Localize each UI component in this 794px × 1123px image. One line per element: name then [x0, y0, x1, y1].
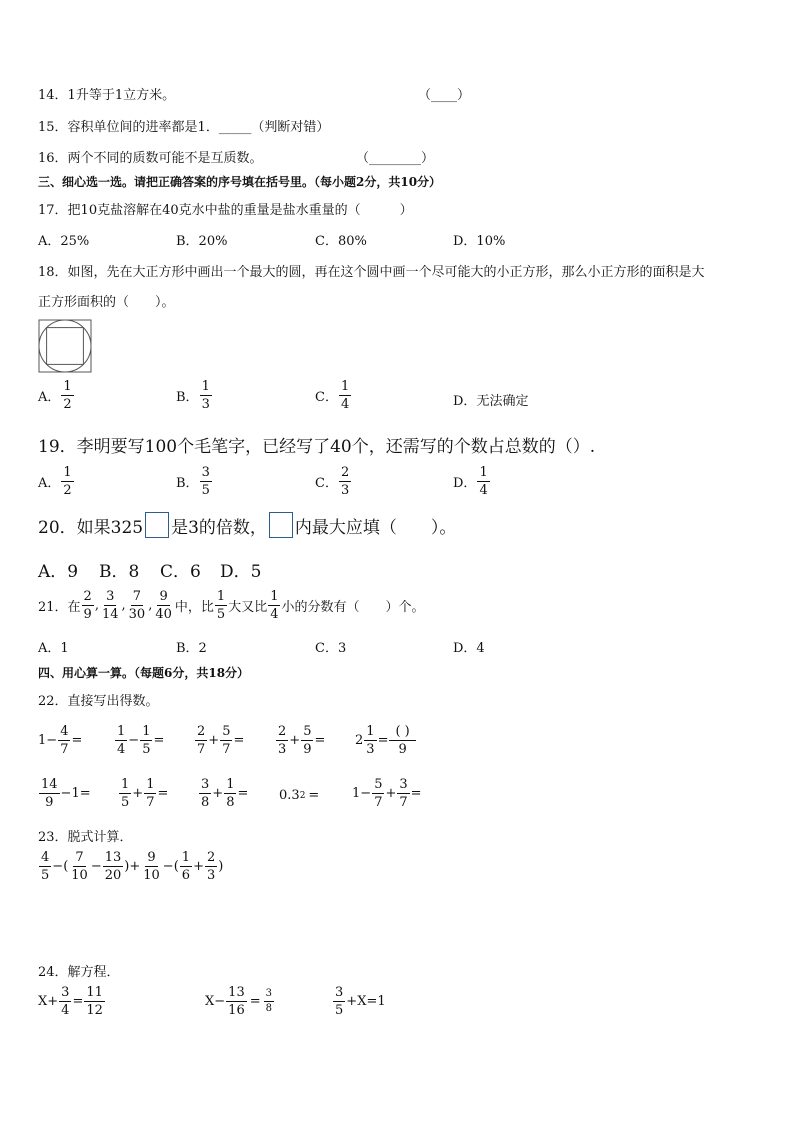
q22-expr-6: $\frac{14}{9}$ − 1 = [41, 777, 91, 810]
q20-option-c[interactable]: C．6 [160, 562, 201, 582]
answer-box[interactable] [269, 512, 293, 538]
q18-option-b[interactable]: B． $\frac{1}{3}$ [176, 379, 210, 412]
q24-equation-3: $\frac{3}{5}$ + X = 1 [335, 985, 386, 1018]
q18-option-c[interactable]: C． $\frac{1}{4}$ [315, 379, 350, 412]
q17-option-b[interactable]: B．20% [176, 234, 228, 249]
q22-title: 22．直接写出得数。 [38, 694, 159, 709]
q22-expr-1: 1 − $\frac{4}{7}$ = [38, 724, 83, 757]
q21-option-b[interactable]: B．2 [176, 641, 207, 656]
q19-option-a[interactable]: A． $\frac{1}{2}$ [38, 465, 72, 498]
q23-expression: $\frac{4}{5}$ − ( $\frac{7}{10}$ − $\frac{13}{20}$ ) + $\frac{9}{10}$ − ( $\frac{1}{6}$ + $\frac{2}{3}$ ) [41, 850, 224, 883]
q14-blank[interactable]: （____） [418, 88, 471, 103]
q22-expr-3: $\frac{2}{7}$ + $\frac{5}{7}$ = [197, 724, 245, 757]
q21-option-c[interactable]: C．3 [315, 641, 347, 656]
q19-option-d[interactable]: D． $\frac{1}{4}$ [453, 465, 488, 498]
q16-text: 16．两个不同的质数可能不是互质数。 [38, 151, 263, 166]
q23-title: 23．脱式计算． [38, 830, 133, 845]
q14-text: 14．1升等于1立方米。 [38, 88, 176, 103]
q19-text: 19．李明要写100个毛笔字，已经写了40个，还需写的个数占总数的（）. [38, 437, 596, 457]
q24-equation-2: X − $\frac{13}{16}$ = $\frac{3}{8}$ [205, 985, 272, 1018]
q22-expr-2: $\frac{1}{4}$ − $\frac{1}{5}$ = [117, 724, 165, 757]
answer-box[interactable] [145, 512, 169, 538]
q21-text: 21．在 $\frac{2}{9}$ , $\frac{3}{14}$ , $\frac{7}{30}$ , $\frac{9}{40}$ 中，比 $\frac{1}{5}$ 大又比 $\frac{1}{4}$ 小的分数有（ ）个。 [38, 589, 425, 622]
q17-option-c[interactable]: C．80% [315, 234, 367, 249]
q24-equation-1: X + $\frac{3}{4}$ = $\frac{11}{12}$ [38, 985, 103, 1018]
q24-title: 24．解方程． [38, 965, 120, 980]
q21-option-a[interactable]: A．1 [38, 641, 69, 656]
q22-expr-8: $\frac{3}{8}$ + $\frac{1}{8}$ = [201, 777, 249, 810]
q17-option-d[interactable]: D．10% [453, 234, 506, 249]
q22-expr-4: $\frac{2}{3}$ + $\frac{5}{9}$ = [278, 724, 326, 757]
q18-option-d[interactable]: D． 无法确定 [453, 394, 529, 409]
q22-expr-10: 1 − $\frac{5}{7}$ + $\frac{3}{7}$ = [352, 777, 422, 810]
q20-option-d[interactable]: D．5 [220, 562, 262, 582]
q22-expr-7: $\frac{1}{5}$ + $\frac{1}{7}$ = [121, 777, 169, 810]
q18-text-line2: 正方形面积的（ ）。 [38, 295, 175, 310]
q20-option-a[interactable]: A．9 [38, 562, 79, 582]
q20-option-b[interactable]: B．8 [99, 562, 140, 582]
section-3-title: 三、细心选一选。请把正确答案的序号填在括号里。（每小题2分，共10分） [38, 175, 442, 189]
q19-option-b[interactable]: B． $\frac{3}{5}$ [176, 465, 210, 498]
q19-option-c[interactable]: C． $\frac{2}{3}$ [315, 465, 350, 498]
q15-text: 15．容积单位间的进率都是1．_____（判断对错） [38, 120, 330, 135]
q18-text-line1: 18．如图，先在大正方形中画出一个最大的圆，再在这个圆中画一个尽可能大的小正方形，那么小正方形的面积是大 [38, 265, 705, 280]
q18-option-a[interactable]: A． $\frac{1}{2}$ [38, 379, 72, 412]
q22-expr-5: 2 $\frac{1}{3}$ = $\frac{( )}{9}$ [355, 725, 417, 756]
q17-text: 17．把10克盐溶解在40克水中盐的重量是盐水重量的（ ） [38, 203, 413, 218]
q17-option-a[interactable]: A．25% [38, 234, 90, 249]
section-4-title: 四、用心算一算。（每题6分，共18分） [38, 666, 250, 680]
q16-blank[interactable]: （________） [356, 151, 435, 166]
square-circle-figure [38, 319, 92, 373]
q21-option-d[interactable]: D．4 [453, 641, 485, 656]
q20-text: 20．如果325 是3的倍数， 内最大应填（ ）。 [38, 512, 456, 538]
q22-expr-9: 0.3 2 = [279, 788, 320, 803]
